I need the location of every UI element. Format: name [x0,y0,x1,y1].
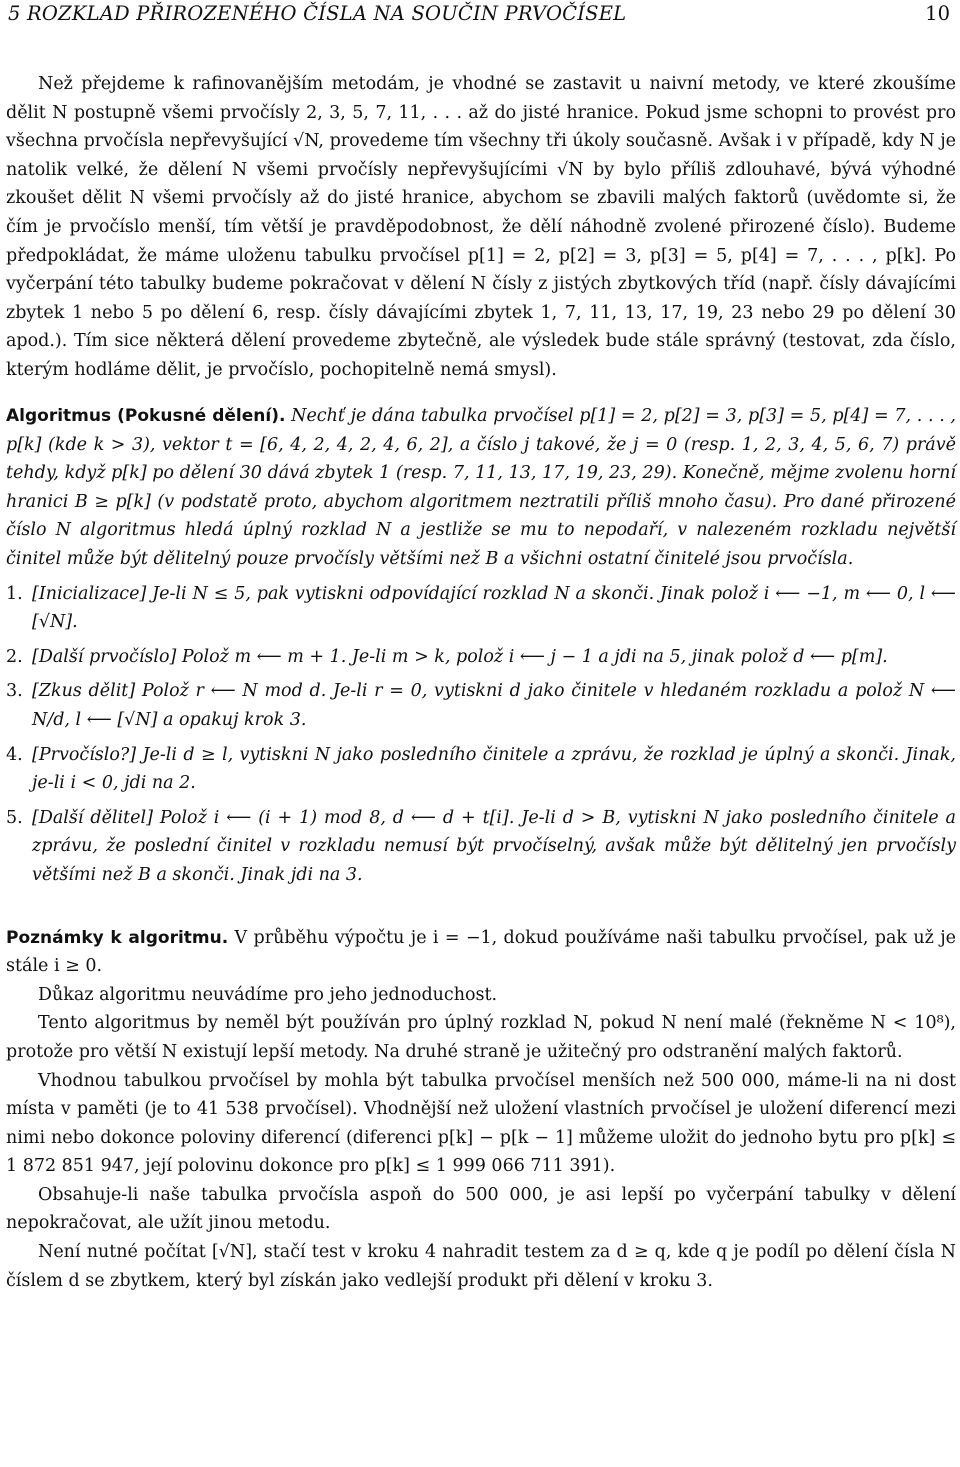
algorithm-step [6,580,956,637]
algorithm-steps [6,580,956,890]
notes-block [6,924,956,1296]
step-text: [Další dělitel] Polož i ⟵ (i + 1) mod 8, d ⟵ d + t[i]. Je-li d > B, vytiskni N jako posledního činitele a zprávu, že poslední činitel v rozkladu nemusí být prvočíselný, avšak může být dělitelný jen prvočísly většími než B a skonči. Jinak jdi na 3. [32,807,956,885]
step-text: [Inicializace] Je-li N ≤ 5, pak vytiskni odpovídající rozklad N a skonči. Jinak polož i ⟵ −1, m ⟵ 0, l ⟵ [√N]. [32,583,956,633]
notes-paragraph: Tento algoritmus by neměl být používán pro úplný rozklad N, pokud N není malé (řekněme N < 10⁸), protože pro větší N existují lepší metody. Na druhé straně je užitečný pro odstranění malých faktorů. [6,1013,956,1062]
step-number: 3. [6,681,23,702]
algorithm-heading: Algoritmus (Pokusné dělení). [6,406,286,427]
step-number: 2. [6,646,23,667]
notes-paragraph: Není nutné počítat [√N], stačí test v kroku 4 nahradit testem za d ≥ q, kde q je podíl po dělení čísla N číslem d se zbytkem, který byl získán jako vedlejší produkt při dělení v kroku 3. [6,1242,956,1291]
notes-paragraph: Vhodnou tabulkou prvočísel by mohla být tabulka prvočísel menších než 500 000, máme-li na ni dost místa v paměti (je to 41 538 prvočísel). Vhodnější než uložení vlastních prvočísel je uložení diferencí mezi nimi nebo dokonce poloviny diferencí (diferenci p[k] − p[k − 1] můžeme uložit do jednoho bytu pro p[k] ≤ 1 872 851 947, její polovinu dokonce pro p[k] ≤ 1 999 066 711 391). [6,1070,956,1177]
notes-first-text: V průběhu výpočtu je i = −1, dokud používáme naši tabulku prvočísel, pak už je stále i ≥ 0. [6,927,956,977]
step-number: 5. [6,807,23,828]
algorithm-step [6,804,956,890]
intro-paragraph: Než přejdeme k rafinovanějším metodám, je vhodné se zastavit u naivní metody, ve které zkoušíme dělit N postupně všemi prvočísly 2, 3, 5, 7, 11, . . . až do jisté hranice. Pokud jsme schopni to provést pro všechna prvočísla nepřevyšující √N, provedeme tím všechny tři úkoly současně. Avšak i v případě, kdy N je natolik velké, že dělení N všemi prvočísly nepřevyšujícími √N by bylo příliš zdlouhavé, bývá výhodné zkoušet dělit N všemi prvočísly až do jisté hranice, abychom se zbavili malých faktorů (uvědomte si, že čím je prvočíslo menší, tím větší je pravděpodobnost, že dělí náhodně zvolené přirozené číslo). Budeme předpokládat, že máme uloženu tabulku prvočísel p[1] = 2, p[2] = 3, p[3] = 5, p[4] = 7, . . . , p[k]. Po vyčerpání této tabulky budeme pokračovat v dělení N čísly z jistých zbytkových tříd (např. čísly dávajícími zbytek 1 nebo 5 po dělení 6, resp. čísly dávajícími zbytek 1, 7, 11, 13, 17, 19, 23 nebo 29 po dělení 30 apod.). Tím sice některá dělení provedeme zbytečně, ale výsledek bude stále správný (testovat, zda číslo, kterým hodláme dělit, je prvočíslo, pochopitelně nemá smysl). [6,74,956,380]
algorithm-description: Nechť je dána tabulka prvočísel p[1] = 2, p[2] = 3, p[3] = 5, p[4] = 7, . . . , p[k] (kde k > 3), vektor t = [6, 4, 2, 4, 2, 4, 6, 2], a číslo j takové, že j = 0 (resp. 1, 2, 3, 4, 5, 6, 7) právě tehdy, když p[k] po dělení 30 dává zbytek 1 (resp. 7, 11, 13, 17, 19, 23, 29). Konečně, mějme zvolenu horní hranici B ≥ p[k] (v podstatě proto, abychom algoritmem neztratili příliš mnoho času). Pro dané přirozené číslo N algoritmus hledá úplný rozklad N a jestliže se mu to nepodaří, v nalezeném rozkladu největší činitel může být dělitelný pouze prvočísly většími než B a všichni ostatní činitelé jsou prvočísla. [6,406,956,569]
step-text: [Další prvočíslo] Polož m ⟵ m + 1. Je-li m > k, polož i ⟵ j − 1 a jdi na 5, jinak polož d ⟵ p[m]. [32,646,888,667]
algorithm-step [6,741,956,798]
section-title: 5 ROZKLAD PŘIROZENÉHO ČÍSLA NA SOUČIN PRVOČÍSEL [8,2,627,25]
notes-first-paragraph [6,924,956,981]
step-text: [Zkus dělit] Polož r ⟵ N mod d. Je-li r = 0, vytiskni d jako činitele v hledaném rozkladu a polož N ⟵ N/d, l ⟵ [√N] a opakuj krok 3. [32,681,956,730]
step-text: [Prvočíslo?] Je-li d ≥ l, vytiskni N jako posledního činitele a zprávu, že rozklad je úplný a skonči. Jinak, je-li i < 0, jdi na 2. [32,744,956,794]
algorithm-step [6,677,956,734]
notes-paragraph: Obsahuje-li naše tabulka prvočísla aspoň do 500 000, je asi lepší po vyčerpání tabulky v dělení nepokračovat, ale užít jinou metodu. [6,1184,956,1234]
step-number: 1. [6,583,23,604]
page-number: 10 [925,2,950,25]
page-header [6,0,956,34]
notes-heading: Poznámky k algoritmu. [6,927,229,948]
step-number: 4. [6,744,23,765]
algorithm-block [6,402,956,574]
algorithm-step [6,643,956,672]
notes-paragraph: Důkaz algoritmu neuvádíme pro jeho jednoduchost. [38,984,498,1005]
